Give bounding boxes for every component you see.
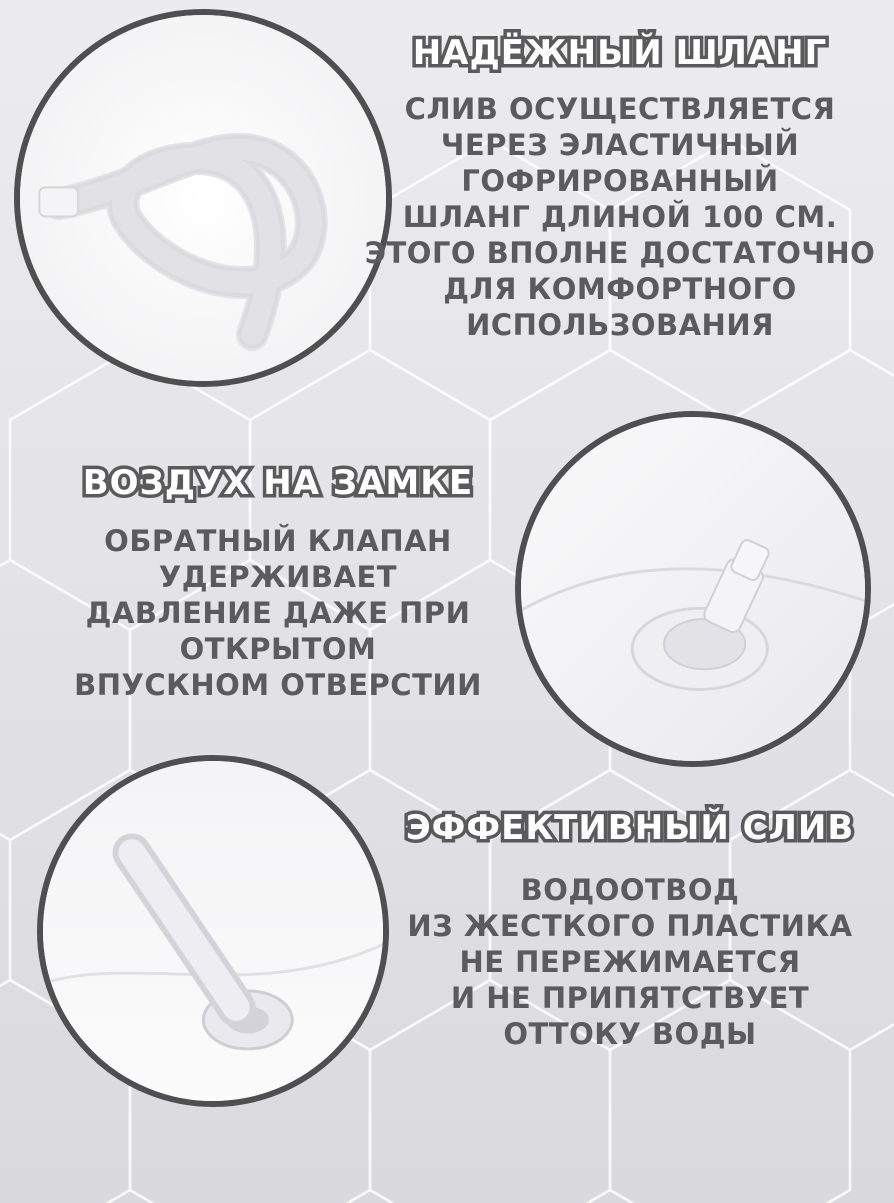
drain-description	[380, 872, 880, 1052]
hose-line-4: ШЛАНГ ДЛИНОЙ 100 СМ.	[402, 200, 838, 234]
valve-line-3: ДАВЛЕНИЕ ДАЖЕ ПРИ	[85, 596, 471, 630]
section-hose	[360, 33, 880, 343]
hose-line-3: ГОФРИРОВАННЫЙ	[461, 164, 779, 198]
drain-line-5: ОТТОКУ ВОДЫ	[503, 1017, 757, 1051]
drain-line-2: ИЗ ЖЕСТКОГО ПЛАСТИКА	[407, 909, 853, 943]
hose-heading: НАДЁЖНЫЙ ШЛАНГ	[412, 33, 828, 73]
drain-photo-circle	[37, 755, 389, 1107]
valve-description	[18, 523, 538, 703]
valve-photo-circle	[515, 411, 871, 767]
drain-line-1: ВОДООТВОД	[520, 873, 740, 907]
hose-photo-circle	[14, 9, 392, 387]
valve-heading: ВОЗДУХ НА ЗАМКЕ	[82, 463, 474, 503]
hose-line-1: СЛИВ ОСУЩЕСТВЛЯЕТСЯ	[404, 92, 836, 126]
hose-description	[360, 91, 880, 343]
hose-line-2: ЧЕРЕЗ ЭЛАСТИЧНЫЙ	[440, 128, 800, 162]
hose-line-7: ИСПОЛЬЗОВАНИЯ	[466, 308, 774, 342]
section-drain	[380, 808, 880, 1052]
hose-line-6: ДЛЯ КОМФОРТНОГО	[443, 272, 797, 306]
drain-pipe-icon	[43, 761, 383, 1101]
valve-line-4: ОТКРЫТОМ	[179, 632, 377, 666]
section-valve	[18, 463, 538, 703]
drain-line-3: НЕ ПЕРЕЖИМАЕТСЯ	[459, 945, 801, 979]
air-valve-icon	[521, 417, 865, 761]
drain-line-4: И НЕ ПРИПЯТСТВУЕТ	[450, 981, 810, 1015]
drain-heading: ЭФФЕКТИВНЫЙ СЛИВ	[405, 808, 855, 848]
hose-line-5: ЭТОГО ВПОЛНЕ ДОСТАТОЧНО	[364, 236, 876, 270]
valve-line-5: ВПУСКНОМ ОТВЕРСТИИ	[74, 668, 482, 702]
corrugated-hose-icon	[20, 15, 386, 381]
valve-line-2: УДЕРЖИВАЕТ	[158, 560, 398, 594]
valve-line-1: ОБРАТНЫЙ КЛАПАН	[104, 524, 452, 558]
